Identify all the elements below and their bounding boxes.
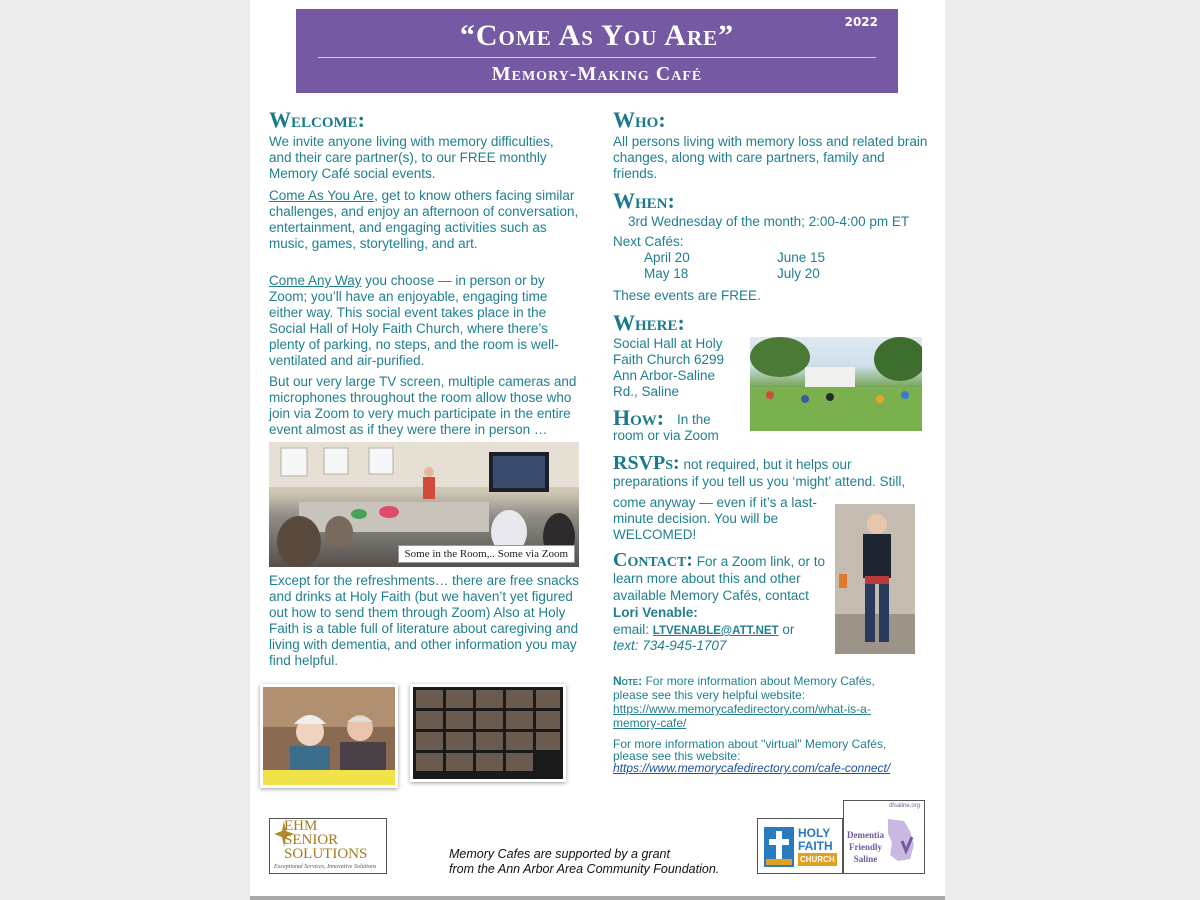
- banner-subtitle: Memory-Making Café: [491, 63, 703, 85]
- ehm-line-1: EHM: [284, 818, 318, 834]
- welcome-paragraph-1: We invite anyone living with memory difficulties, and their care partner(s), to our FREE monthly Memory Café social events.: [269, 134, 554, 181]
- contact-text: For a Zoom link, or to learn more about this and other available Memory Cafés, contact: [613, 554, 826, 603]
- come-any-way-phrase: Come Any Way: [269, 273, 362, 288]
- contact-email-line: [613, 622, 794, 639]
- title-banner: [296, 9, 898, 93]
- zoom-gallery-illustration: [410, 684, 566, 782]
- rsvp-text-1: not required, but it helps our preparations if you tell us you ‘might’ attend. Still,: [613, 457, 906, 489]
- ehm-senior-solutions-logo: [269, 818, 387, 874]
- cafe-date-4: July 20: [777, 266, 820, 281]
- couple-photo: [260, 684, 398, 788]
- speaker-photo: [835, 504, 915, 654]
- where-heading: Where:: [613, 310, 685, 335]
- note-1: [613, 674, 903, 730]
- photo-caption: Some in the Room,.. Some via Zoom: [398, 545, 575, 563]
- welcome-paragraph-4: But our very large TV screen, multiple cameras and microphones throughout the room allow those who join via Zoom to very much participate in the entire event almost as if they were there in person …: [269, 374, 577, 437]
- when-heading: When:: [613, 188, 675, 213]
- holy-faith-line-1: HOLY: [798, 826, 831, 840]
- next-cafes-label: Next Cafés:: [613, 234, 684, 249]
- note-label: Note:: [613, 674, 643, 688]
- or-text: or: [782, 622, 795, 637]
- welcome-paragraph-3-text: you choose — in person or by Zoom; you’ll have an enjoyable, engaging time either way. This social event takes place in the Social Hall of Holy Faith Church, where there’s plenty of parking, no steps, and the room is well-ventilated and air-purified.: [269, 273, 559, 368]
- note-1-text: For more information about Memory Cafés, please see this very helpful website:: [613, 674, 875, 702]
- holy-faith-text: [798, 827, 837, 866]
- ehm-text: [284, 819, 367, 861]
- ehm-line-2: SENIOR: [284, 832, 339, 848]
- welcome-heading: Welcome:: [269, 107, 365, 132]
- email-label: email:: [613, 622, 650, 637]
- memory-cafe-link-2[interactable]: https://www.memorycafedirectory.com/cafe-connect/: [613, 761, 891, 775]
- dfs-text: [847, 829, 884, 865]
- ehm-line-3: SOLUTIONS: [284, 846, 368, 862]
- how-heading: How:: [613, 405, 665, 430]
- outdoor-photo: [750, 337, 922, 431]
- rsvp-heading: RSVPs:: [613, 452, 680, 474]
- cafe-date-1: April 20: [644, 250, 690, 265]
- who-text: All persons living with memory loss and related brain changes, along with care partners, family and friends.: [613, 134, 928, 181]
- outdoor-photo-illustration: [750, 337, 922, 431]
- memory-cafe-link-1[interactable]: https://www.memorycafedirectory.com/what-is-a-memory-cafe/: [613, 702, 871, 730]
- dfs-line-3: Saline: [853, 854, 878, 864]
- cross-icon: [764, 827, 794, 867]
- note-2: [613, 738, 903, 774]
- zoom-gallery-photo: [410, 684, 566, 782]
- where-text: Social Hall at Holy Faith Church 6299 Ann Arbor-Saline Rd., Saline: [613, 336, 725, 399]
- banner-title: “Come As You Are”: [459, 19, 735, 52]
- flyer-page: [250, 0, 945, 900]
- dfs-line-1: Dementia: [847, 830, 884, 840]
- contact-heading: Contact:: [613, 549, 693, 571]
- room-photo: [269, 442, 579, 567]
- welcome-paragraph-2-text: , get to know others facing similar challenges, and enjoy an afternoon of conversation, entertainment, and engaging activities such as music, games, storytelling, and art.: [269, 188, 579, 251]
- phone-number: 734-945-1707: [642, 638, 727, 653]
- dementia-friendly-saline-logo: [843, 800, 925, 874]
- when-schedule: 3rd Wednesday of the month; 2:00-4:00 pm ET: [628, 214, 910, 229]
- contact-name: Lori Venable:: [613, 605, 698, 620]
- rsvp-block: [613, 452, 913, 490]
- text-label: text:: [613, 638, 639, 653]
- grant-line-1: Memory Cafes are supported by a grant: [449, 847, 670, 861]
- grant-line-2: from the Ann Arbor Area Community Foundation.: [449, 862, 720, 876]
- michigan-map-icon: [880, 815, 920, 865]
- cafe-date-3: May 18: [644, 266, 689, 281]
- welcome-paragraph-5: Except for the refreshments… there are free snacks and drinks at Holy Faith (but we haven’t yet figured out how to send them through Zoom) Also at Holy Faith is a table full of literature about caregiving and living with dementia, and other information you may find helpful.: [269, 573, 579, 668]
- cafe-date-2: June 15: [777, 250, 826, 265]
- how-text: In the room or via Zoom: [613, 412, 719, 443]
- welcome-paragraph-3: [269, 273, 569, 369]
- holy-faith-line-3: CHURCH: [800, 855, 835, 864]
- welcome-paragraph-2: [269, 188, 581, 252]
- banner-divider: [318, 57, 876, 58]
- come-as-you-are-phrase: Come As You Are: [269, 188, 375, 203]
- holy-faith-line-2: FAITH: [798, 839, 833, 853]
- dfs-url: dfsaline.org: [888, 803, 920, 809]
- holy-faith-church-logo: [757, 818, 843, 874]
- banner-year: 2022: [844, 15, 878, 29]
- contact-block: [613, 549, 831, 604]
- ehm-tagline: Exceptional Services, Innovative Solutions: [274, 864, 377, 870]
- who-heading: Who:: [613, 107, 666, 132]
- couple-photo-illustration: [260, 684, 398, 788]
- contact-phone-line: [613, 638, 726, 654]
- note-2-text: For more information about "virtual" Memory Cafés, please see this website:: [613, 737, 887, 763]
- events-free-text: These events are FREE.: [613, 288, 761, 303]
- grant-statement: [449, 847, 719, 877]
- dfs-line-2: Friendly: [849, 842, 882, 852]
- rsvp-text-2: come anyway — even if it’s a last-minute decision. You will be WELCOMED!: [613, 495, 817, 542]
- email-link[interactable]: LTVENABLE@ATT.NET: [652, 625, 779, 637]
- page-bottom-bar: [250, 896, 945, 900]
- speaker-photo-illustration: [835, 504, 915, 654]
